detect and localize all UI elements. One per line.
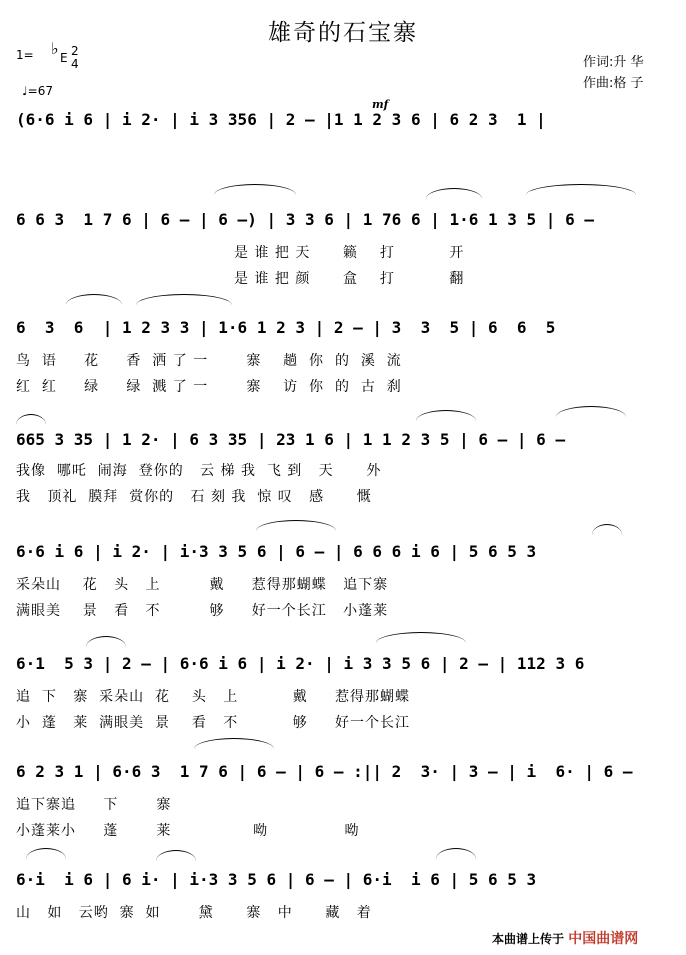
time-signature xyxy=(71,45,79,71)
notation-line: 6·1 5 3 | 2 — | 6·6 i 6 | i 2· | i 3 3 5 6 | 2 — | 112 3 6 xyxy=(16,654,585,673)
score-system-2 xyxy=(16,208,668,292)
time-top: 2 xyxy=(71,44,79,58)
tempo-mark: ♩=67 xyxy=(22,84,53,98)
notation-line: 6 3 6 | 1 2 3 3 | 1·6 1 2 3 | 2 — | 3 3 5 | 6 6 5 xyxy=(16,318,556,337)
slur-mark xyxy=(16,414,46,425)
lyric-line-1: 山 如 云哟 寨 如 黛 寨 中 藏 着 xyxy=(16,905,372,921)
key-label: 1= xyxy=(16,48,34,62)
notation-line: (6·6 i 6 | i 2· | i 3 356 | 2 — |1 1 2 3 6 | 6 2 3 1 | xyxy=(16,110,546,129)
slur-mark xyxy=(86,636,126,647)
composer: 作曲:格 子 xyxy=(583,76,644,91)
slur-mark xyxy=(136,294,232,305)
notation-line: 6 6 3 1 7 6 | 6 — | 6 —) | 3 3 6 | 1 76 6 | 1·6 1 3 5 | 6 — xyxy=(16,210,594,229)
slur-mark xyxy=(556,406,626,417)
lyric-line-1: 追 下 寨 采朵山 花 头 上 戴 惹得那蝴蝶 xyxy=(16,689,410,705)
key-letter: E xyxy=(60,51,68,65)
notation-line: 6 2 3 1 | 6·6 3 1 7 6 | 6 — | 6 — :|| 2 3· | 3 — | i 6· | 6 — xyxy=(16,762,633,781)
lyricist: 作词:升 华 xyxy=(583,55,644,70)
slur-mark xyxy=(426,188,482,199)
credits xyxy=(583,52,644,94)
lyric-line-1: 我像 哪吒 闹海 登你的 云 梯 我 飞 到 天 外 xyxy=(16,463,382,479)
lyric-line-1: 采朵山 花 头 上 戴 惹得那蝴蝶 追下寨 xyxy=(16,577,389,593)
score-system-1 xyxy=(16,108,668,132)
song-title: 雄奇的石宝寨 xyxy=(268,20,418,46)
lyric-line-2: 小 蓬 莱 满眼美 景 看 不 够 好一个长江 xyxy=(16,715,410,731)
key-signature xyxy=(16,39,79,71)
lyric-line-1: 是 谁 把 天 籁 打 开 xyxy=(16,245,465,261)
lyric-line-1: 鸟 语 花 香 洒 了 一 寨 趟 你 的 溪 流 xyxy=(16,353,402,369)
slur-mark xyxy=(436,848,476,859)
dynamic-mark: mf xyxy=(372,98,389,111)
score-system-6 xyxy=(16,652,668,736)
upload-watermark xyxy=(492,928,638,948)
slur-mark xyxy=(256,520,336,531)
slur-mark xyxy=(194,738,274,749)
score-system-8 xyxy=(16,868,668,926)
watermark-site: 中国曲谱网 xyxy=(568,931,639,947)
lyric-line-2: 满眼美 景 看 不 够 好一个长江 小蓬莱 xyxy=(16,603,389,619)
slur-mark xyxy=(214,184,296,195)
notation-line: 6·6 i 6 | i 2· | i·3 3 5 6 | 6 — | 6 6 6 i 6 | 5 6 5 3 xyxy=(16,542,537,561)
slur-mark xyxy=(526,184,636,195)
score-system-3 xyxy=(16,316,668,400)
slur-mark xyxy=(416,410,476,421)
slur-mark xyxy=(66,294,122,305)
watermark-text: 本曲谱上传于 xyxy=(492,932,565,946)
notation-line: 6·i i 6 | 6 i· | i·3 3 5 6 | 6 — | 6·i i 6 | 5 6 5 3 xyxy=(16,870,537,889)
slur-mark xyxy=(26,848,66,859)
time-bottom: 4 xyxy=(71,57,79,71)
slur-mark xyxy=(376,632,466,643)
score-system-4 xyxy=(16,428,668,510)
slur-mark xyxy=(156,850,196,861)
notation-line: 665 3 35 | 1 2· | 6 3 35 | 23 1 6 | 1 1 2 3 5 | 6 — | 6 — xyxy=(16,430,566,449)
slur-mark xyxy=(592,524,622,535)
lyric-line-1: 追下寨追 下 寨 xyxy=(16,797,172,813)
lyric-line-2: 是 谁 把 颜 盒 打 翻 xyxy=(16,271,465,287)
lyric-line-2: 小蓬莱小 蓬 莱 呦 呦 xyxy=(16,823,360,839)
score-system-5 xyxy=(16,540,668,624)
score-system-7 xyxy=(16,760,668,844)
lyric-line-2: 我 顶礼 膜拜 赏你的 石 刻 我 惊 叹 感 慨 xyxy=(16,489,372,505)
lyric-line-2: 红 红 绿 绿 溅 了 一 寨 访 你 的 古 刹 xyxy=(16,379,402,395)
flat-icon: ♭ xyxy=(51,39,59,58)
